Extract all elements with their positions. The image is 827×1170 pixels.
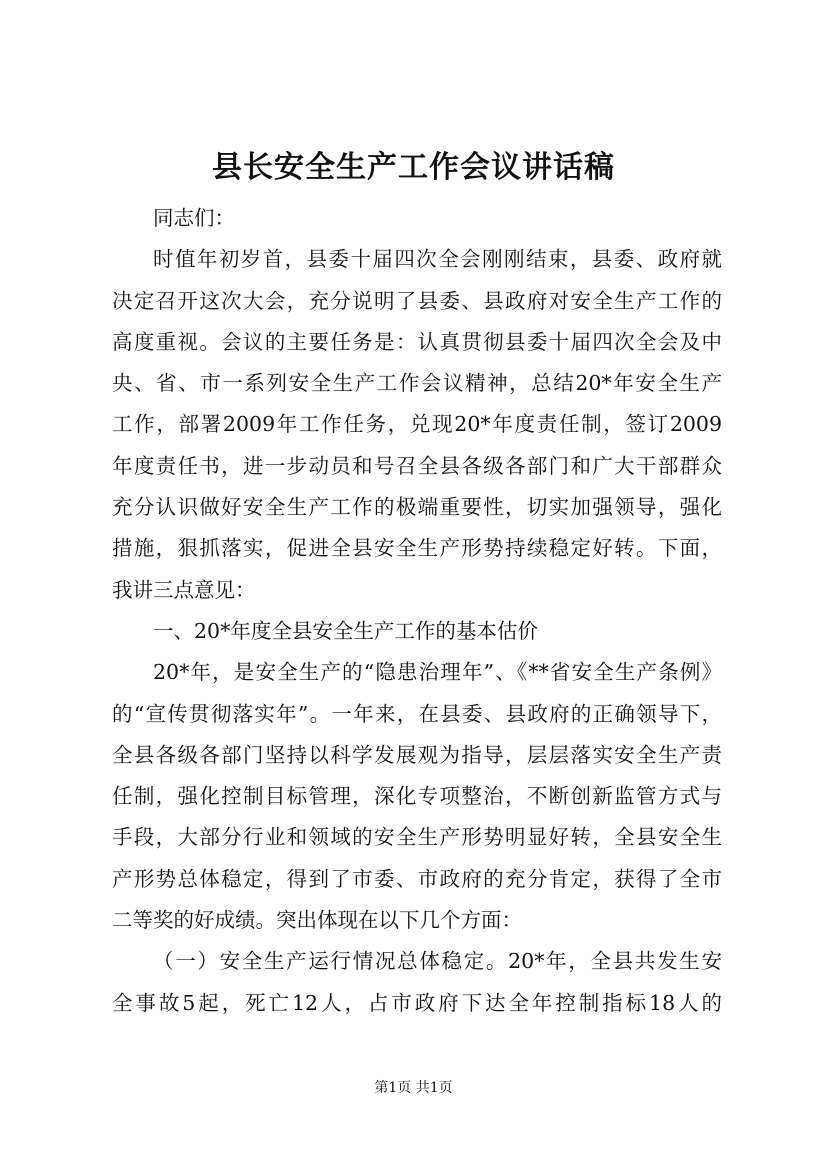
body-line: 措施，狠抓落实，促进全县安全生产形势持续稳定好转。下面， <box>112 536 722 561</box>
body-line: 全县各级各部门坚持以科学发展观为指导，层层落实安全生产责 <box>112 742 722 767</box>
body-line: 全事故5起，死亡12人，占市政府下达全年控制指标18人的 <box>112 990 722 1015</box>
body-line: 央、省、市一系列安全生产工作会议精神，总结20*年安全生产 <box>112 371 722 396</box>
body-line: 的“宣传贯彻落实年”。一年来，在县委、县政府的正确领导下， <box>112 701 722 726</box>
body-line: （一）安全生产运行情况总体稳定。20*年，全县共发生安 <box>153 949 722 974</box>
body-line: 决定召开这次大会，充分说明了县委、县政府对安全生产工作的 <box>112 288 722 313</box>
body-line: 高度重视。会议的主要任务是：认真贯彻县委十届四次全会及中 <box>112 329 722 354</box>
document-body <box>112 198 722 1024</box>
body-line: 时值年初岁首，县委十届四次全会刚刚结束，县委、政府就 <box>153 247 722 272</box>
body-line: 同志们： <box>153 206 235 230</box>
body-line: 工作，部署2009年工作任务，兑现20*年度责任制，签订2009 <box>112 412 722 437</box>
body-paragraphs <box>112 198 722 1024</box>
body-line: 二等奖的好成绩。突出体现在以下几个方面： <box>112 908 522 933</box>
body-line: 任制，强化控制目标管理，深化专项整治，不断创新监管方式与 <box>112 784 722 809</box>
body-line: 我讲三点意见： <box>112 577 256 602</box>
body-line: 充分认识做好安全生产工作的极端重要性，切实加强领导，强化 <box>112 495 722 520</box>
body-line: 产形势总体稳定，得到了市委、市政府的充分肯定，获得了全市 <box>112 866 722 891</box>
page-footer: 第1页 共1页 <box>374 1080 453 1096</box>
document-title: 县长安全生产工作会议讲话稿 <box>212 150 615 185</box>
body-line: 20*年，是安全生产的“隐患治理年”、《**省安全生产条例》 <box>153 660 722 685</box>
body-line: 年度责任书，进一步动员和号召全县各级各部门和广大干部群众 <box>112 453 722 478</box>
body-line: 手段，大部分行业和领域的安全生产形势明显好转，全县安全生 <box>112 825 722 850</box>
body-line: 一、20*年度全县安全生产工作的基本估价 <box>153 618 538 643</box>
